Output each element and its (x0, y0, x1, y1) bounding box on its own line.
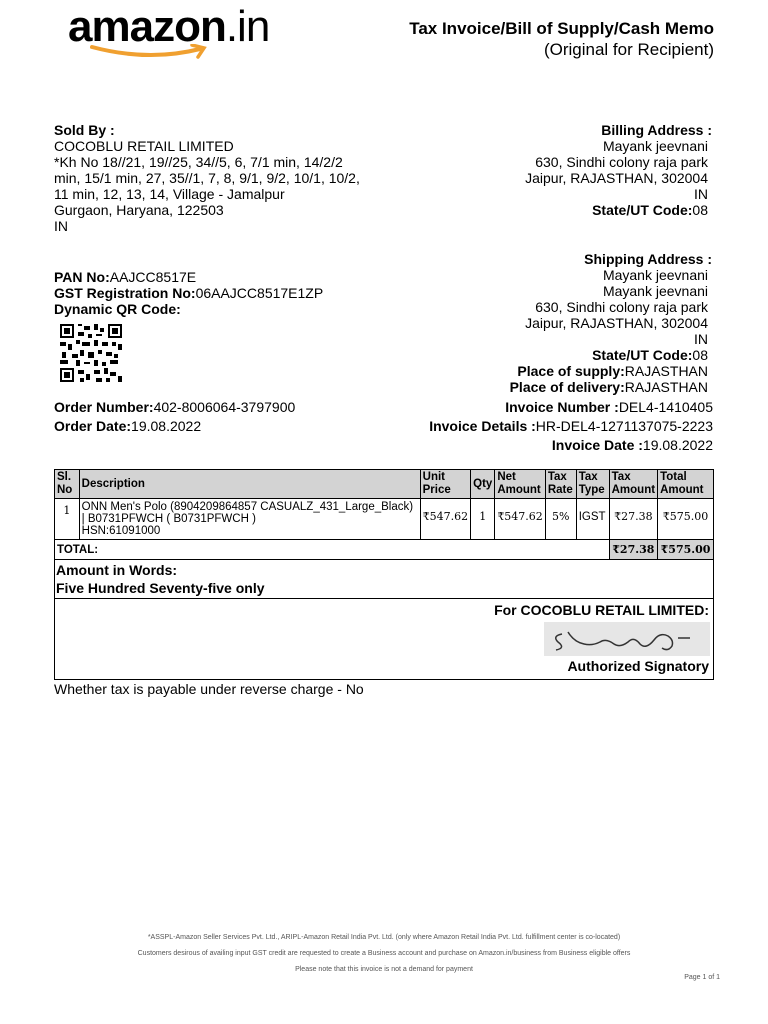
shipping-label: Shipping Address : (584, 251, 712, 267)
cell-tax-rate: 5% (545, 499, 576, 540)
reverse-charge-note: Whether tax is payable under reverse charge - No (54, 681, 364, 697)
shipping-line: Mayank jeevnani (602, 267, 708, 283)
shipping-block (383, 251, 713, 395)
sold-by-label: Sold By : (54, 122, 115, 138)
order-number-label: Order Number: (54, 399, 154, 415)
state-code-value: 08 (692, 202, 708, 218)
seller-block (54, 122, 384, 234)
order-block (54, 398, 295, 436)
items-table (54, 469, 714, 560)
table-row (55, 499, 714, 540)
pan-label: PAN No: (54, 269, 110, 285)
authorized-signatory-label: Authorized Signatory (567, 658, 709, 674)
invoice-block (353, 398, 713, 455)
cell-total-amount: ₹575.00 (658, 499, 714, 540)
header-total-amount: Total Amount (658, 470, 714, 499)
invoice-date-value: 19.08.2022 (642, 437, 713, 453)
cell-qty: 1 (471, 499, 495, 540)
invoice-title (409, 18, 714, 60)
billing-label: Billing Address : (601, 122, 712, 138)
shipping-line: Mayank jeevnani (602, 283, 708, 299)
footer-line: *ASSPL-Amazon Seller Services Pvt. Ltd., ARIPL-Amazon Retail India Pvt. Ltd. (only where Amazon Retail India Pvt. Ltd. fulfillment center is co-located) (147, 934, 621, 941)
shipping-line: 630, Sindhi colony raja park (535, 299, 708, 315)
amount-words-value: Five Hundred Seventy-five only (56, 580, 265, 596)
gst-value: 06AAJCC8517E1ZP (195, 285, 324, 301)
cell-sl: 1 (55, 499, 80, 540)
cell-net-amount: ₹547.62 (495, 499, 546, 540)
qr-code (58, 322, 124, 384)
header-tax-amount: Tax Amount (609, 470, 657, 499)
invoice-details-value: HR-DEL4-1271137075-2223 (535, 418, 713, 434)
seller-tax-block (54, 269, 384, 317)
table-header-row (55, 470, 714, 499)
invoice-details-label: Invoice Details : (429, 418, 536, 434)
header-net-amount: Net Amount (495, 470, 546, 499)
cell-tax-amount: ₹27.38 (609, 499, 657, 540)
order-number-value: 402-8006064-3797900 (153, 399, 296, 415)
invoice-date-label: Invoice Date : (551, 437, 643, 453)
place-of-delivery-label: Place of delivery: (509, 379, 625, 395)
billing-line: Mayank jeevnani (602, 138, 708, 154)
invoice-number-value: DEL4-1410405 (618, 399, 713, 415)
gst-label: GST Registration No: (54, 285, 196, 301)
item-description: ONN Men's Polo (8904209864857 CASUALZ_431_Large_Black) | B0731PFWCH ( B0731PFWCH ) (81, 501, 414, 525)
state-code-label: State/UT Code: (592, 347, 693, 363)
footer-line: Please note that this invoice is not a demand for payment (295, 966, 473, 973)
seller-name: COCOBLU RETAIL LIMITED (54, 138, 234, 154)
seller-address-line: IN (54, 218, 68, 234)
seller-address-line: *Kh No 18//21, 19//25, 34//5, 6, 7/1 min, 14/2/2 (54, 154, 343, 170)
seller-address-line: min, 15/1 min, 27, 35//1, 7, 8, 9/1, 9/2, 10/1, 10/2, (54, 170, 360, 186)
page-number: Page 1 of 1 (684, 974, 720, 981)
shipping-line: Jaipur, RAJASTHAN, 302004 (525, 315, 708, 331)
total-label: TOTAL: (55, 540, 610, 560)
qr-label: Dynamic QR Code: (54, 301, 181, 317)
order-date-label: Order Date: (54, 418, 132, 434)
amazon-logo (68, 2, 288, 64)
pan-value: AAJCC8517E (109, 269, 197, 285)
signature-image (544, 622, 710, 656)
amount-in-words-box (54, 560, 714, 599)
order-date-value: 19.08.2022 (131, 418, 202, 434)
item-hsn: HSN:61091000 (81, 525, 161, 537)
billing-line: IN (694, 186, 708, 202)
header-description: Description (79, 470, 420, 499)
cell-unit-price: ₹547.62 (420, 499, 471, 540)
subtitle-text: (Original for Recipient) (543, 40, 714, 59)
smile-arrow-icon (88, 44, 218, 60)
place-of-delivery-value: RAJASTHAN (624, 379, 708, 395)
title-text: Tax Invoice/Bill of Supply/Cash Memo (409, 19, 714, 38)
billing-line: 630, Sindhi colony raja park (535, 154, 708, 170)
place-of-supply-value: RAJASTHAN (624, 363, 708, 379)
logo-main-text: amazon (68, 2, 226, 51)
header-tax-type: Tax Type (576, 470, 609, 499)
cell-tax-type: IGST (576, 499, 609, 540)
cell-description (79, 499, 420, 540)
total-amount: ₹575.00 (658, 540, 714, 560)
total-row (55, 540, 714, 560)
header-qty: Qty (471, 470, 495, 499)
header-unit-price: Unit Price (420, 470, 471, 499)
state-code-value: 08 (692, 347, 708, 363)
logo-suffix-text: .in (225, 2, 270, 51)
header-sl-no: Sl. No (55, 470, 80, 499)
state-code-label: State/UT Code: (592, 202, 693, 218)
seller-address-line: Gurgaon, Haryana, 122503 (54, 202, 224, 218)
billing-block (383, 122, 713, 218)
footer-line: Customers desirous of availing input GST credit are requested to create a Business account and purchase on Amazon.in/business from Business eligible offers (137, 950, 631, 957)
shipping-line: IN (694, 331, 708, 347)
billing-line: Jaipur, RAJASTHAN, 302004 (525, 170, 708, 186)
for-company-label: For COCOBLU RETAIL LIMITED: (494, 602, 709, 618)
invoice-number-label: Invoice Number : (505, 399, 619, 415)
amount-words-label: Amount in Words: (56, 562, 178, 578)
seller-address-line: 11 min, 12, 13, 14, Village - Jamalpur (54, 186, 285, 202)
header-tax-rate: Tax Rate (545, 470, 576, 499)
total-tax: ₹27.38 (609, 540, 657, 560)
place-of-supply-label: Place of supply: (517, 363, 625, 379)
